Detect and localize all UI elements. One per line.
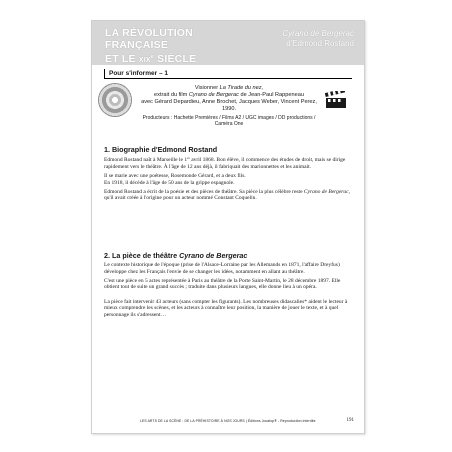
- clapperboard-icon: [325, 91, 347, 109]
- chapter-title-century-sup: e: [150, 54, 155, 60]
- section1-paragraph-1: [104, 155, 354, 170]
- page-number: 191: [346, 418, 354, 423]
- chapter-title-line2-prefix: ET LE: [105, 53, 139, 65]
- section1-p1-a: Edmond Rostand naît à Marseille le 1: [104, 157, 188, 163]
- video-line2-prefix: extrait du film: [154, 92, 189, 98]
- video-reference: [136, 85, 322, 127]
- section1-p4-italic: Cyrano de Bergerac: [303, 188, 349, 195]
- section2-paragraph-3: La pièce fait intervenir 43 acteurs (sans compter les figurants). Les nombreuses didascalies* aident le lecteur à mieux comprendre les scènes, et les acteurs à connaître leur position, la manière de jouer le texte, et à quel personnage ils s'adressent…: [104, 298, 348, 319]
- video-line1-title: La Tirade du nez,: [219, 85, 264, 91]
- section-rule: [194, 78, 352, 79]
- dvd-icon: [98, 83, 132, 117]
- section1-p1-sup: er: [187, 156, 190, 160]
- section2-heading-prefix: 2. La pièce de théâtre: [104, 251, 180, 260]
- work-title-italic: Cyrano de Bergerac: [282, 29, 354, 38]
- video-line2-director: de Jean-Paul Rappeneau: [238, 92, 304, 98]
- section2-body: [104, 262, 354, 321]
- work-title-author: d'Edmond Rostand: [286, 38, 354, 48]
- section1-paragraph-3: En 1918, il décède à l'âge de 50 ans de la grippe espagnole.: [104, 179, 235, 186]
- video-line2-film: Cyrano de Bergerac: [188, 92, 239, 98]
- chapter-title-century: XIX: [138, 57, 151, 64]
- section2-paragraph-1: Le contexte historique de l'époque (prise de l'Alsace-Lorraine par les Allemands en 1871, l'affaire Dreyfus) développe chez les Français l'envie de se changer les idées, notamment en allant au théâtre.: [104, 262, 340, 275]
- video-producers: Producteurs : Hachette Premières / Films A2 / UGC images / DD productions / Caméra One: [142, 115, 316, 127]
- chapter-title: [105, 27, 255, 67]
- section1-p1-b: avril 1868. Bon élève, il commence des études de droit, mais se dirige rapidement vers le théâtre. À l'âge de 12 ans déjà, il fabriquait des marionnettes et les animait.: [104, 157, 346, 170]
- page-header: [92, 21, 364, 65]
- section1-paragraph-4: [104, 189, 354, 202]
- section1-p4-b: , qu'il avait créée à l'origine pour un acteur nommé Constant Coquelin.: [104, 188, 350, 202]
- section1-body: [104, 155, 354, 205]
- chapter-title-line2-suffix: SIÈCLE: [154, 53, 197, 65]
- chapter-title-line1: LA RÉVOLUTION FRANÇAISE: [105, 27, 193, 51]
- page-footer: [92, 417, 364, 425]
- work-title: [244, 29, 354, 48]
- section1-heading: 1. Biographie d'Edmond Rostand: [104, 145, 218, 154]
- section1-p4-a: Edmond Rostand a écrit de la poésie et des pièces de théâtre. Sa pièce la plus célèbre reste: [104, 188, 304, 195]
- section-label: Pour s'informer – 1: [104, 69, 194, 79]
- section2-paragraph-2: C'est une pièce en 5 actes représentée à Paris au théâtre de la Porte Saint-Martin, le 28 décembre 1897. Elle obtient tout de suite un grand succès ; traduite dans plusieurs langues, elle donne lieu à un opéra.: [104, 277, 341, 291]
- section2-heading: [104, 251, 247, 260]
- video-line3-cast: avec Gérard Depardieu, Anne Brochet, Jacques Weber, Vincent Perez, 1990.: [141, 99, 317, 112]
- document-page: [91, 20, 365, 434]
- video-line1-prefix: Visionner: [194, 85, 220, 91]
- section1-paragraph-2: Il se marie avec une poétesse, Rosemonde Gérard, et a deux fils.: [104, 172, 246, 179]
- footer-text: LES ARTS DE LA SCÈNE : DE LA PRÉHISTOIRE À NOS JOURS | Éditions Jocatop® - Reproduction interdite: [140, 419, 316, 423]
- section2-heading-italic: Cyrano de Bergerac: [179, 251, 248, 260]
